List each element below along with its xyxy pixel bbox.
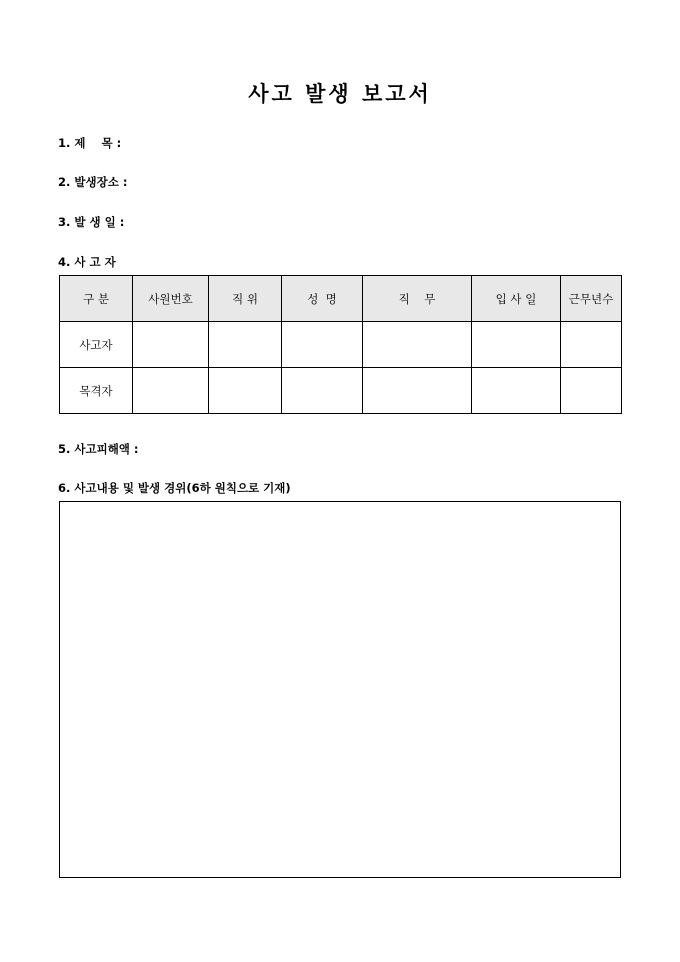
section-date-label: 3. 발 생 일 :: [58, 215, 125, 229]
table-cell[interactable]: [472, 368, 561, 414]
table-cell[interactable]: [209, 322, 282, 368]
section-damage-label: 5. 사고피해액 :: [58, 442, 139, 456]
table-header-row: [60, 276, 622, 322]
persons-table: [59, 275, 622, 414]
table-cell[interactable]: [561, 368, 622, 414]
table-cell[interactable]: [282, 368, 363, 414]
header-years-of-service: 근무년수: [561, 276, 622, 322]
header-name: 성 명: [282, 276, 363, 322]
table-cell[interactable]: [363, 322, 472, 368]
section-subject-label: 1. 제 목 :: [58, 136, 122, 150]
table-cell[interactable]: [472, 322, 561, 368]
section-persons-label: 4. 사 고 자: [58, 255, 116, 269]
table-cell[interactable]: [282, 322, 363, 368]
header-duty: 직 무: [363, 276, 472, 322]
header-category: 구 분: [60, 276, 133, 322]
section-location-label: 2. 발생장소 :: [58, 175, 128, 189]
section-details-label: 6. 사고내용 및 발생 경위(6하 원칙으로 기재): [58, 481, 291, 495]
header-join-date: 입 사 일: [472, 276, 561, 322]
row-label-victim: 사고자: [60, 322, 133, 368]
table-cell[interactable]: [561, 322, 622, 368]
table-cell[interactable]: [133, 322, 209, 368]
table-cell[interactable]: [363, 368, 472, 414]
row-label-witness: 목격자: [60, 368, 133, 414]
page-title: 사고 발생 보고서: [248, 81, 432, 106]
header-employee-number: 사원번호: [133, 276, 209, 322]
table-cell[interactable]: [133, 368, 209, 414]
table-cell[interactable]: [209, 368, 282, 414]
table-row: [60, 322, 622, 368]
details-content-box[interactable]: [59, 501, 621, 878]
table-row: [60, 368, 622, 414]
header-position: 직 위: [209, 276, 282, 322]
